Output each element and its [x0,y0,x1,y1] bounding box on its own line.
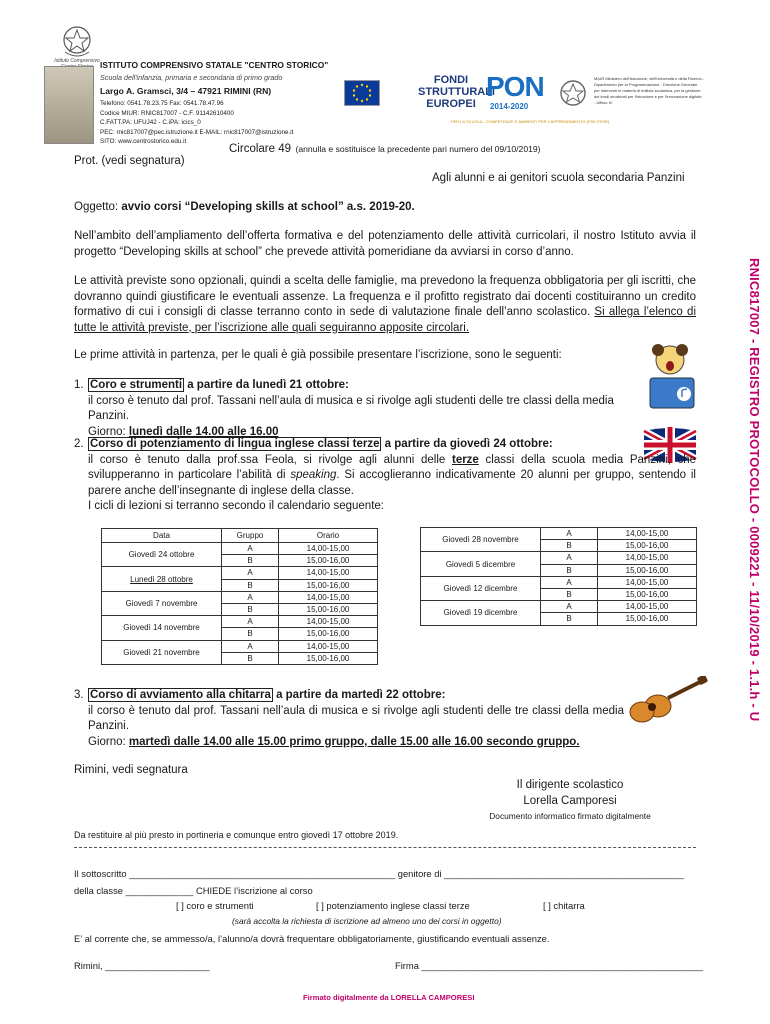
form-note: (sarà accolta la richiesta di iscrizione ad almeno uno dei corsi in oggetto) [232,916,502,926]
group-cell: B [541,564,598,576]
time-cell: 14,00-15,00 [279,591,378,603]
pon-footer: PER LA SCUOLA - COMPETENZE E AMBIENTI PER L'APPRENDIMENTO (FSE-FESR) [450,119,610,124]
group-cell: A [222,543,279,555]
group-cell: B [541,613,598,625]
school-emblem [60,24,94,60]
time-cell: 14,00-15,00 [598,552,697,564]
fondi-line-1: FONDI [433,74,469,86]
group-cell: A [222,616,279,628]
course-3 [74,688,624,750]
course-2-number: 2. [74,438,84,450]
course-3-when: martedì dalle 14.00 alle 15.00 primo gruppo, dalle 15.00 alle 16.00 secondo gruppo. [128,735,580,748]
table-header [102,529,378,543]
group-cell: B [222,579,279,591]
group-cell: A [222,640,279,652]
course-1-heading [74,378,634,394]
digital-signature-stamp: Firmato digitalmente da LORELLA CAMPORESI [303,993,475,1002]
fondi-logo [418,74,495,110]
date-cell: Giovedì 7 novembre [102,591,222,615]
time-cell: 14,00-15,00 [279,543,378,555]
recipients: Agli alunni e ai genitori scuola secondaria Panzini [432,172,685,184]
time-cell: 15,00-16,00 [279,652,378,664]
form-obligation: E’ al corrente che, se ammesso/a, l’alunno/a dovrà frequentare obbligatoriamente, giustificando eventuali assenze. [74,933,550,944]
school-phone: Telefono: 0541.78.23.75 Fax: 0541.78.47.96 [100,100,224,107]
option-coro-checkbox[interactable]: [ ] coro e strumenti [176,900,254,911]
intro-paragraph: Nell’ambito dell’ampliamento dell’offerta formativa e del potenziamento delle attività curricolari, il nostro Istituto avvia il progetto “Developing skills at school” che prevede attività pomeridiane da avviarsi in corso d’anno. [74,230,696,258]
course-2-name: Corso di potenziamento di lingua inglese classi terze [90,438,380,450]
time-cell: 14,00-15,00 [598,601,697,613]
protocol-stamp: RNIC817007 - REGISTRO PROTOCOLLO - 0009221 - 11/10/2019 - 1.1.h - U [747,258,762,722]
time-cell: 15,00-16,00 [279,628,378,640]
school-address: Largo A. Gramsci, 3/4 – 47921 RIMINI (RN) [100,86,272,96]
rules-text: Le attività previste sono opzionali, quindi a scelta delle famiglie, ma prevedono la frequenza obbligatoria per gli iscritti, che dovranno quindi giustificare le eventuali assenze. La frequenza e il profitto registrato dai docenti costituiranno un credito formativo di cui i consigli di classe terranno conto in sede di valutazione finale dell’anno scolastico. [74,275,696,318]
table-row [421,601,697,613]
school-pec: PEC: rnic817007@pec.istruzione.it E-MAIL: rnic817007@istruzione.it [100,128,294,136]
subject [74,200,415,216]
school-codes: Codice MIUR: RNIC817007 - C.F. 91142610400 [100,109,234,117]
date-cell: Giovedì 14 novembre [102,616,222,640]
course-1-when-label: Giorno: [88,425,129,438]
course-2 [74,437,696,515]
place-date: Rimini, vedi segnatura [74,764,188,776]
course-1-number: 1. [74,379,84,391]
calendar-table-1 [101,528,378,665]
choir-illustration [640,340,702,412]
pon-logo [486,72,546,116]
time-cell: 14,00-15,00 [279,616,378,628]
digital-signature-note: Documento informatico firmato digitalmente [489,811,651,821]
course-3-name: Corso di avviamento alla chitarra [90,689,271,701]
school-subtitle: Scuola dell'infanzia, primaria e secondaria di primo grado [100,73,283,82]
group-cell: B [222,555,279,567]
circolare-title: Circolare 49 [229,143,291,155]
form-signature-field[interactable]: Firma ______________________________________________________ [395,960,704,971]
table-row [102,616,378,628]
course-3-desc: il corso è tenuto dal prof. Tassani nell’aula di musica e si rivolge agli studenti delle tre classi della media Panzini. [88,704,624,732]
table-row [102,640,378,652]
option-chitarra-checkbox[interactable]: [ ] chitarra [543,900,585,911]
form-class-line[interactable]: della classe _____________ CHIEDE l’iscrizione al corso [74,885,313,896]
course-3-schedule [88,735,624,751]
course-1-desc: il corso è tenuto dal prof. Tassani nell’aula di musica e si rivolge agli studenti delle tre classi della media Panzini. [88,394,614,422]
logo-caption: Istituto Comprensivo [54,58,100,64]
course-1-when: lunedì dalle 14.00 alle 16.00 [128,425,279,438]
course-3-number: 3. [74,689,84,701]
group-cell: B [222,628,279,640]
course-2-desc [88,453,696,500]
time-cell: 14,00-15,00 [598,528,697,540]
principal-role: Il dirigente scolastico [516,779,624,791]
date-cell: Giovedì 19 dicembre [421,601,541,625]
time-cell: 14,00-15,00 [598,576,697,588]
course-1-name: Coro e strumenti [90,379,183,391]
time-cell: 15,00-16,00 [279,603,378,615]
group-cell: B [222,603,279,615]
date-cell: Giovedì 5 dicembre [421,552,541,576]
course-2-terze: terze [451,453,479,466]
group-cell: A [541,528,598,540]
table-row [102,591,378,603]
eu-flag-icon [344,80,380,106]
time-cell: 15,00-16,00 [598,613,697,625]
school-info [100,60,350,147]
course-2-speaking: speaking [290,469,337,481]
fondi-line-3: EUROPEI [426,98,476,110]
cut-line [74,847,696,848]
course-2-desc-c: . Si accoglieranno indicativamente 20 alunni per gruppo, sentendo il parere anche dell’insegnante di inglese della classe. [88,469,696,497]
time-cell: 15,00-16,00 [598,588,697,600]
ministry-text: MIUR Ministero dell'Istruzione, dell'Università e della Ricerca - Dipartimento per la Programmazione - Direzione Generale per interventi in materia di edilizia scolastica, per la gestione dei fondi strutturali per l'istruzione e per l'innovazione digitale - Ufficio IV [594,76,705,105]
group-cell: A [541,552,598,564]
school-name: ISTITUTO COMPRENSIVO STATALE "CENTRO STORICO" [100,60,329,70]
date-cell: Giovedì 12 dicembre [421,576,541,600]
time-cell: 15,00-16,00 [598,564,697,576]
time-cell: 15,00-16,00 [598,540,697,552]
course-1-start: a partire da lunedì 21 ottobre: [184,379,349,391]
calendar-table-2 [420,527,697,626]
subject-text: avvio corsi “Developing skills at school” a.s. 2019-20. [121,201,415,213]
circolare-note: (annulla e sostituisce la precedente pari numero del 09/10/2019) [295,144,541,154]
table-row [421,528,697,540]
course-2-desc-b: classi della scuola media Panzini, che svilupperanno in particolare l’abilità di [88,453,696,481]
time-cell: 15,00-16,00 [279,555,378,567]
group-cell: A [541,576,598,588]
option-inglese-checkbox[interactable]: [ ] potenziamento inglese classi terze [316,900,470,911]
date-cell: Giovedì 28 novembre [421,528,541,552]
course-3-start: a partire da martedì 22 ottobre: [272,689,446,701]
header-date: Data [102,529,222,543]
time-cell: 14,00-15,00 [279,567,378,579]
course-2-desc-a: il corso è tenuto dalla prof.ssa Feola, si rivolge agli alunni delle [88,453,452,466]
choir-singer-icon [640,340,702,412]
principal-name: Lorella Camporesi [523,794,617,807]
form-date-field[interactable]: Rimini, ____________________ [74,960,210,971]
guitar-illustration [628,676,708,724]
table-row [421,576,697,588]
pon-title: PON [486,71,544,102]
table-row [102,567,378,579]
group-cell: B [541,588,598,600]
subject-label: Oggetto: [74,201,122,213]
courses-intro: Le prime attività in partenza, per le quali è già possibile presentare l’iscrizione, sono le seguenti: [74,349,562,361]
republic-emblem-icon [60,24,94,60]
group-cell: B [222,652,279,664]
header-time: Orario [279,529,378,543]
table-row [421,552,697,564]
group-cell: A [222,567,279,579]
return-note: Da restituire al più presto in portineria e comunque entro giovedì 17 ottobre 2019. [74,830,399,840]
fondi-line-2: STRUTTURALI [418,86,495,98]
school-photo [44,66,94,144]
pon-years: 2014-2020 [490,102,529,111]
school-site: SITO: www.centrostorico.edu.it [100,138,187,146]
group-cell: A [222,591,279,603]
protocol-ref: Prot. (vedi segnatura) [74,155,185,167]
signature-block [470,778,670,825]
form-parent-line[interactable]: Il sottoscritto ___________________________________________________ genitore di ______________________________________________ [74,868,684,879]
course-2-start: a partire da giovedì 24 ottobre: [381,438,553,450]
group-cell: A [541,601,598,613]
circolare-line [229,139,541,157]
rules-paragraph [74,274,696,336]
header-group: Gruppo [222,529,279,543]
course-1 [74,378,634,440]
time-cell: 14,00-15,00 [279,640,378,652]
rules-attachment-note: Si allega l’elenco di tutte le attività previste, per l’iscrizione alle quali seguiranno apposite circolari. [74,306,697,334]
date-cell: Lunedì 28 ottobre [102,567,222,591]
guitar-icon [628,676,708,724]
course-2-calendar-intro: I cicli di lezioni si terranno secondo il calendario seguente: [88,500,384,512]
table-row [102,543,378,555]
course-2-heading [74,437,696,453]
time-cell: 15,00-16,00 [279,579,378,591]
course-3-when-label: Giorno: [88,735,129,748]
pon-banner [340,72,704,128]
group-cell: B [541,540,598,552]
course-3-heading [74,688,624,704]
school-invoice: C.FATT.PA: UFUJ42 - C.iPA: icics_0 [100,119,201,127]
date-cell: Giovedì 24 ottobre [102,543,222,567]
italy-emblem-icon [558,78,588,108]
date-cell: Giovedì 21 novembre [102,640,222,664]
